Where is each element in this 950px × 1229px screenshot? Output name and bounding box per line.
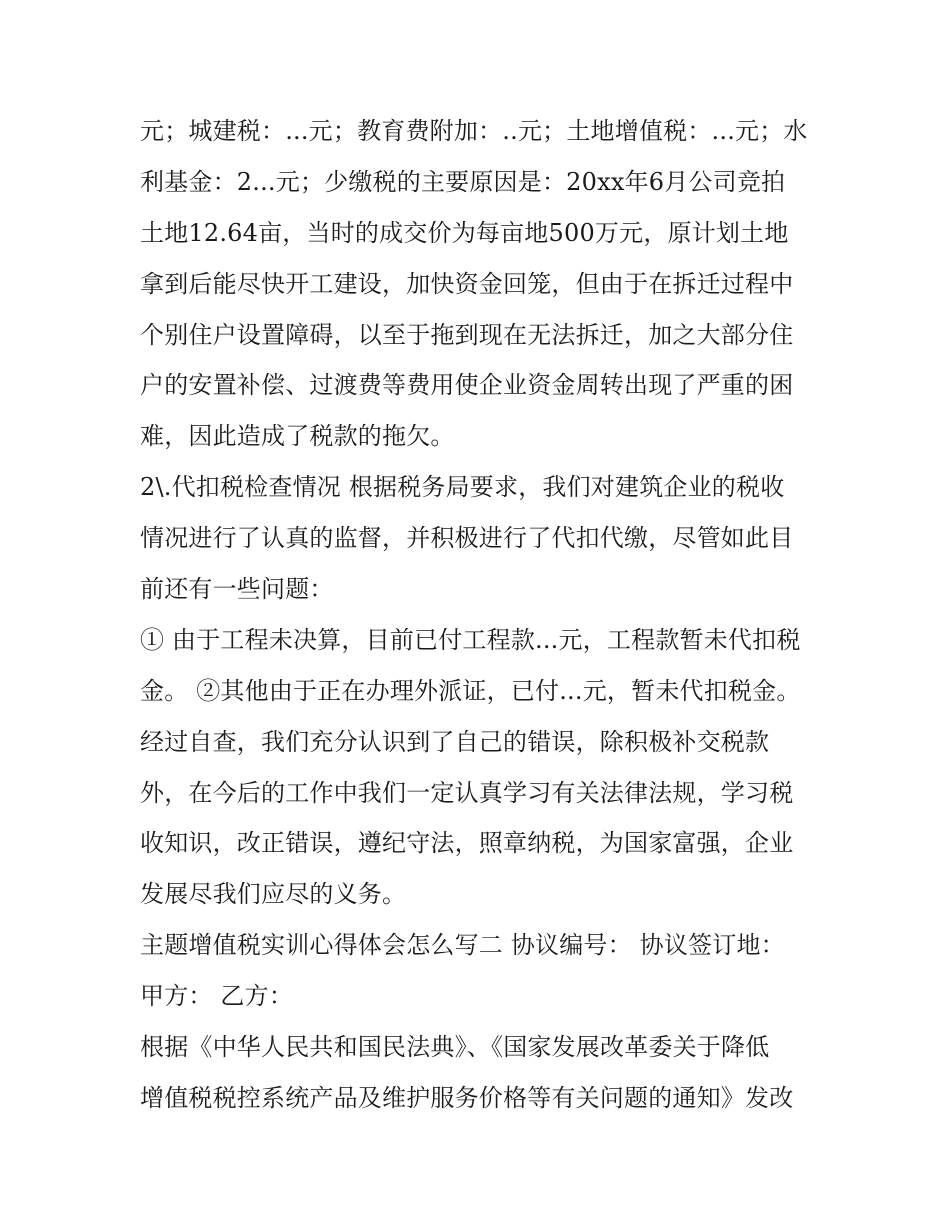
text-line: 元；城建税：...元；教育费附加：..元；土地增值税：...元；水 [140, 117, 808, 145]
document-body [140, 106, 820, 1124]
text-line: 根据《中华人民共和国民法典》、《国家发展改革委关于降低 [140, 1033, 770, 1062]
parties-line: 甲方： 乙方： [140, 982, 294, 1011]
text-line: 户的安置补偿、过渡费等费用使企业资金周转出现了严重的困 [140, 371, 794, 400]
text-line: 外，在今后的工作中我们一定认真学习有关法律法规，学习税 [140, 778, 794, 807]
text-line: 利基金：2...元；少缴税的主要原因是：20xx年6月公司竞拍 [140, 167, 786, 196]
text-line: 个别住户设置障碍，以至于拖到现在无法拆迁，加之大部分住 [140, 320, 794, 349]
text-line: 增值税税控系统产品及维护服务价格等有关问题的通知》发改 [140, 1083, 794, 1112]
list-item-line: ① 由于工程未决算，目前已付工程款...元，工程款暂未代扣税 [140, 625, 801, 654]
text-line: 土地12.64亩，当时的成交价为每亩地500万元，原计划土地 [140, 218, 789, 247]
agreement-title-line: 主题增值税实训心得体会怎么写二 协议编号： 协议签订地： [140, 931, 785, 960]
text-line: 发展尽我们应尽的义务。 [140, 880, 407, 909]
list-item-line: 金。 ②其他由于正在办理外派证，已付...元，暂未代扣税金。 [140, 676, 801, 705]
section-heading-line: 2\.代扣税检查情况 根据税务局要求，我们对建筑企业的税收 [140, 473, 785, 502]
text-line: 情况进行了认真的监督，并积极进行了代扣代缴，尽管如此目 [140, 524, 794, 553]
text-line: 前还有一些问题： [140, 575, 334, 604]
text-line: 经过自查，我们充分认识到了自己的错误，除积极补交税款 [140, 727, 770, 756]
text-line: 拿到后能尽快开工建设，加快资金回笼，但由于在拆迁过程中 [140, 269, 794, 298]
text-line: 收知识，改正错误，遵纪守法，照章纳税，为国家富强，企业 [140, 829, 794, 858]
text-line: 难，因此造成了税款的拖欠。 [140, 422, 455, 451]
